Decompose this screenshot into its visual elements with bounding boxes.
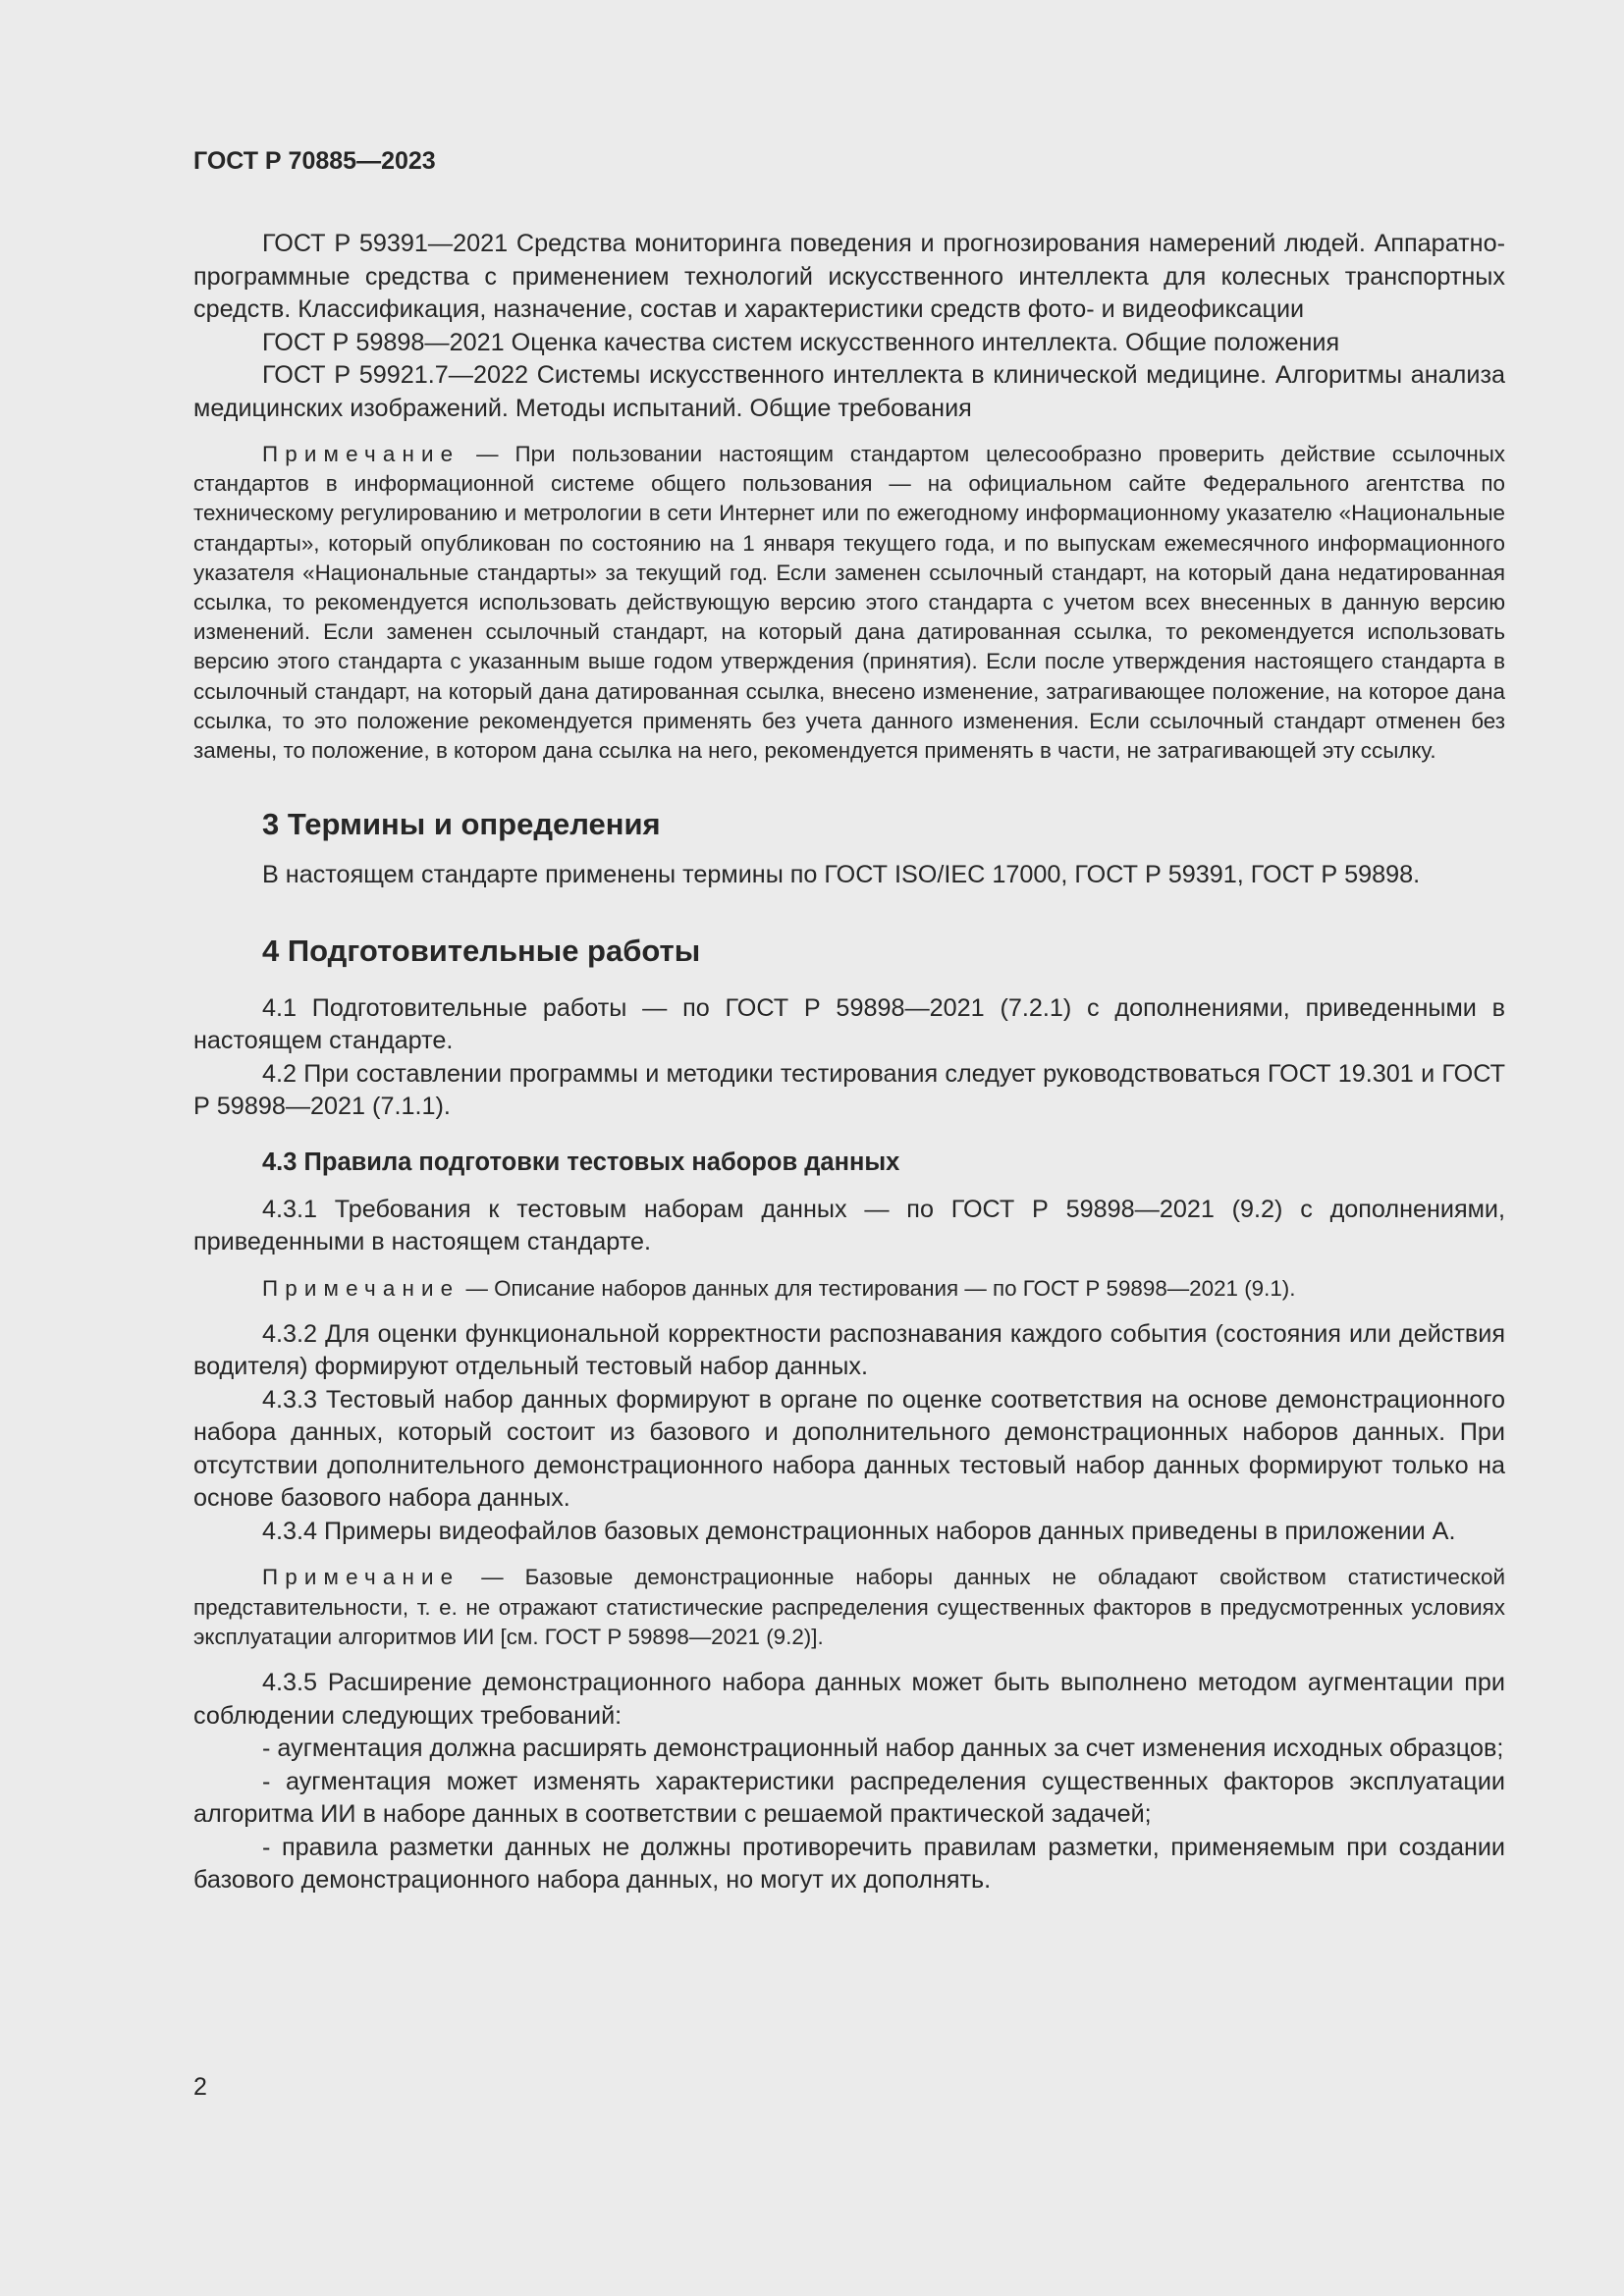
spacer — [193, 1259, 1505, 1274]
spacer — [193, 892, 1505, 932]
section-3-heading: 3 Термины и определения — [262, 807, 661, 842]
paragraph-4-3-3: 4.3.3 Тестовый набор данных формируют в органе по оценке соответствия на основе демонстрационного набора данных, который состоит из базового и дополнительного демонстрационных наборов данных. При отсутствии дополнительного демонстрационного набора данных тестовый набор данных формируют только на основе базового набора данных. — [193, 1385, 1505, 1513]
paragraph-4-3-4: 4.3.4 Примеры видеофайлов базовых демонстрационных наборов данных приведены в приложении А. — [262, 1517, 1456, 1545]
spacer — [193, 1124, 1505, 1146]
note-datasets — [193, 1274, 1505, 1304]
note-basic-datasets — [193, 1563, 1505, 1652]
document-content — [193, 228, 1505, 1897]
spacer — [193, 971, 1505, 992]
subsection-4-3-heading: 4.3 Правила подготовки тестовых наборов данных — [262, 1148, 900, 1176]
section-4-heading: 4 Подготовительные работы — [262, 933, 701, 968]
paragraph-4-1: 4.1 Подготовительные работы — по ГОСТ Р 59898—2021 (7.2.1) с дополнениями, приведенными в настоящем стандарте. — [193, 993, 1505, 1055]
list-item: - аугментация может изменять характеристики распределения существенных факторов эксплуатации алгоритма ИИ в наборе данных в соответствии с решаемой практической задачей; — [193, 1767, 1505, 1829]
spacer — [193, 425, 1505, 440]
spacer — [193, 1179, 1505, 1194]
document-header: ГОСТ Р 70885—2023 — [193, 147, 436, 175]
list-item: - правила разметки данных не должны противоречить правилам разметки, применяемым при создании базового демонстрационного набора данных, но могут их дополнять. — [193, 1833, 1505, 1895]
reference-gost-59391: ГОСТ Р 59391—2021 Средства мониторинга поведения и прогнозирования намерений людей. Аппаратно-программные средства с применением технологий искусственного интеллекта для колесных транспортных средств. Классификация, назначение, состав и характеристики средств фото- и видеофиксации — [193, 230, 1505, 323]
note-text: — Базовые демонстрационные наборы данных не обладают свойством статистической представительности, т. е. не отражают статистические распределения существенных факторов в предусмотренных условиях эксплуатации алгоритмов ИИ [см. ГОСТ Р 59898—2021 (9.2)]. — [193, 1565, 1505, 1649]
note-label: Примечание — [262, 1275, 460, 1301]
reference-gost-59898: ГОСТ Р 59898—2021 Оценка качества систем искусственного интеллекта. Общие положения — [262, 328, 1340, 356]
spacer — [193, 844, 1505, 859]
paragraph-4-3-1: 4.3.1 Требования к тестовым наборам данных — по ГОСТ Р 59898—2021 (9.2) с дополнениями, приведенными в настоящем стандарте. — [193, 1195, 1505, 1256]
paragraph-4-3-2: 4.3.2 Для оценки функциональной корректности распознавания каждого события (состояния или действия водителя) формируют отдельный тестовый набор данных. — [193, 1319, 1505, 1381]
reference-gost-59921: ГОСТ Р 59921.7—2022 Системы искусственного интеллекта в клинической медицине. Алгоритмы анализа медицинских изображений. Методы испытаний. Общие требования — [193, 361, 1505, 422]
paragraph-4-2: 4.2 При составлении программы и методики тестирования следует руководствоваться ГОСТ 19.301 и ГОСТ Р 59898—2021 (7.1.1). — [193, 1059, 1505, 1121]
note-label: Примечание — [262, 442, 460, 466]
note-references — [193, 440, 1505, 766]
spacer — [193, 1548, 1505, 1563]
note-label: Примечание — [262, 1565, 460, 1590]
spacer — [193, 1652, 1505, 1667]
section-3-paragraph: В настоящем стандарте применены термины по ГОСТ ISO/IEC 17000, ГОСТ Р 59391, ГОСТ Р 59898. — [262, 861, 1421, 889]
page-number: 2 — [193, 2073, 207, 2101]
note-text: — Описание наборов данных для тестирования — по ГОСТ Р 59898—2021 (9.1). — [460, 1275, 1296, 1301]
spacer — [193, 766, 1505, 805]
paragraph-4-3-5: 4.3.5 Расширение демонстрационного набора данных может быть выполнено методом аугментации при соблюдении следующих требований: — [193, 1669, 1505, 1730]
spacer — [193, 1304, 1505, 1318]
note-text: — При пользовании настоящим стандартом целесообразно проверить действие ссылочных стандартов в информационной системе общего пользования — на официальном сайте Федерального агентства по техническому регулированию и метрологии в сети Интернет или по ежегодному информационному указателю «Национальные стандарты», который опубликован по состоянию на 1 января текущего года, и по выпускам ежемесячного информационного указателя «Национальные стандарты» за текущий год. Если заменен ссылочный стандарт, на который дана недатированная ссылка, то рекомендуется использовать действующую версию этого стандарта с учетом всех внесенных в данную версию изменений. Если заменен ссылочный стандарт, на который дана датированная ссылка, то рекомендуется использовать версию этого стандарта с указанным выше годом утверждения (принятия). Если после утверждения настоящего стандарта в ссылочный стандарт, на который дана датированная ссылка, внесено изменение, затрагивающее положение, на которое дана ссылка, то это положение рекомендуется применять без учета данного изменения. Если ссылочный стандарт отменен без замены, то положение, в котором дана ссылка на него, рекомендуется применять в части, не затрагивающей эту ссылку. — [193, 442, 1505, 764]
list-item: - аугментация должна расширять демонстрационный набор данных за счет изменения исходных образцов; — [262, 1735, 1504, 1763]
